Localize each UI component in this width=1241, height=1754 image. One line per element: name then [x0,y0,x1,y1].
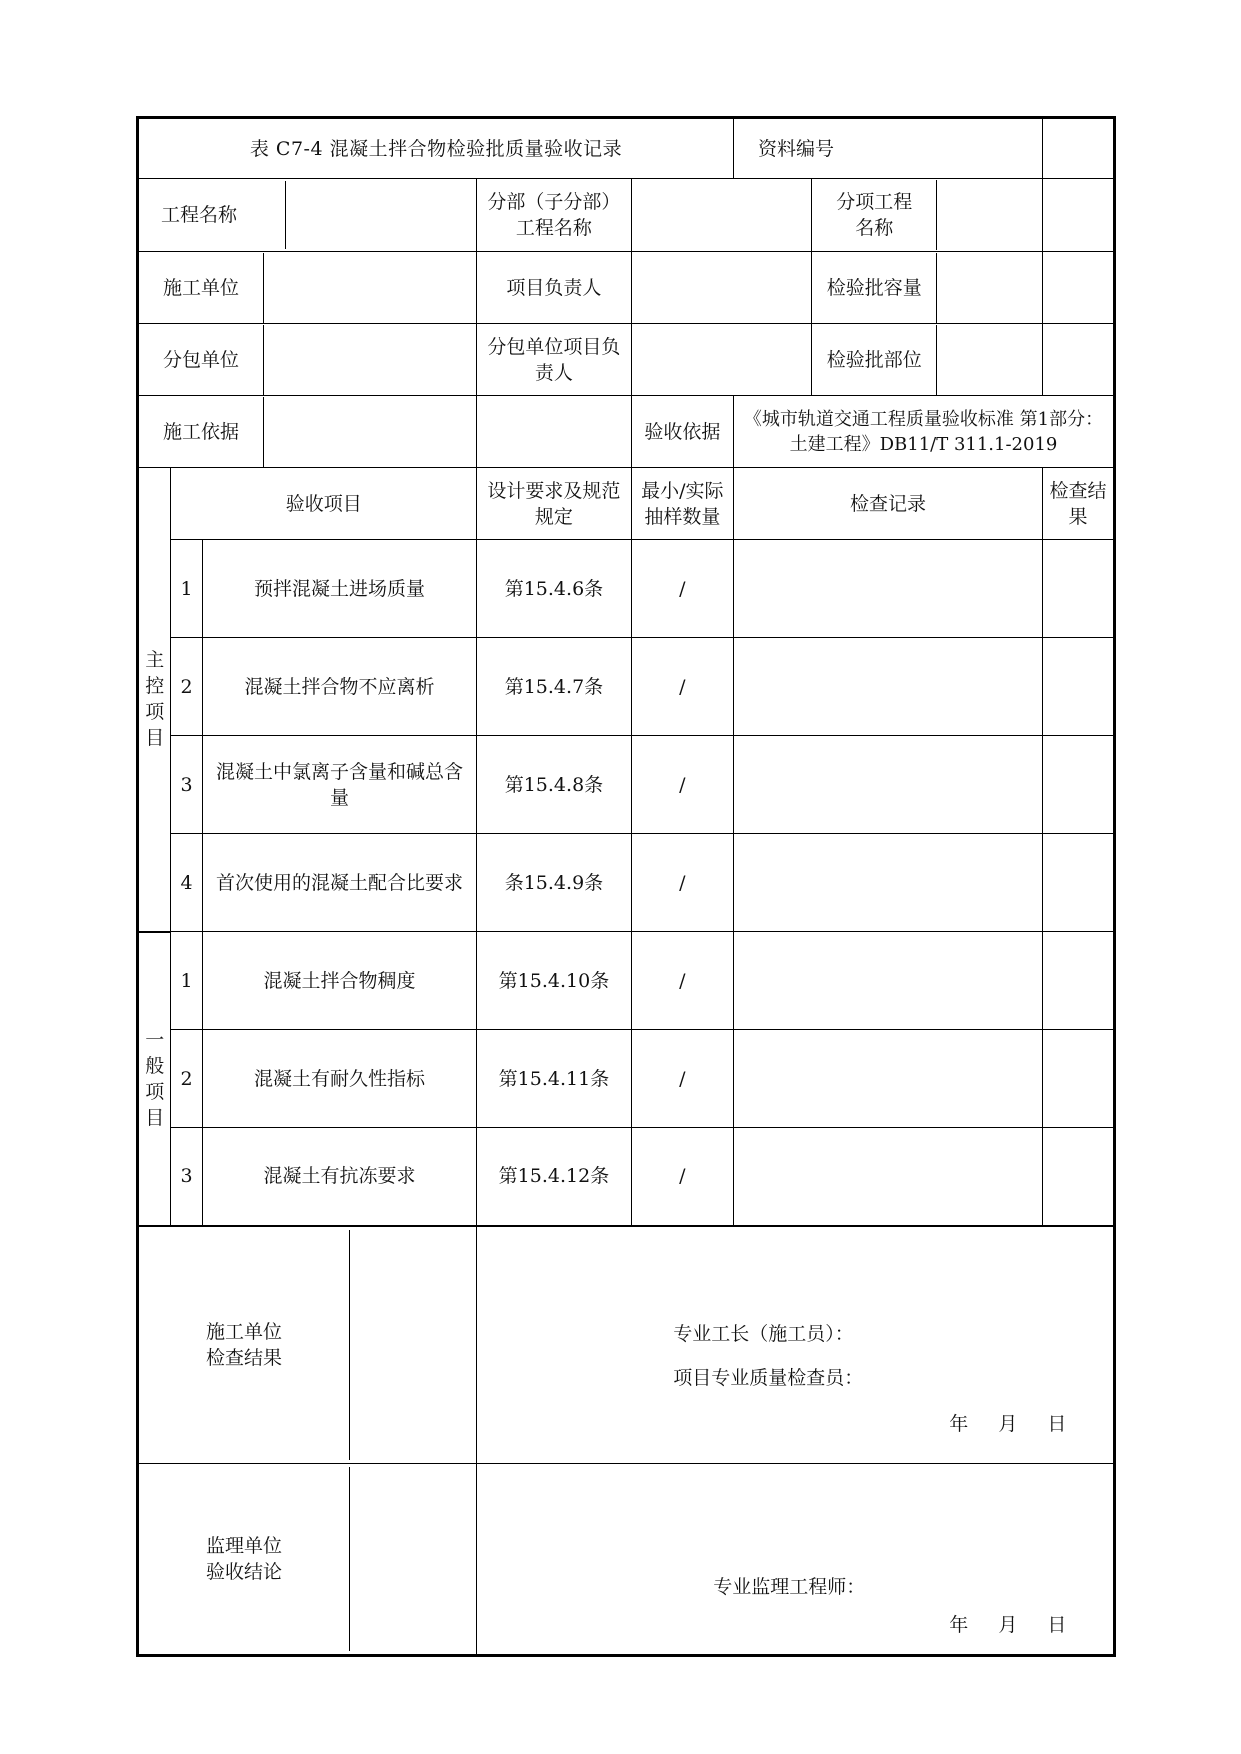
supervisor-date [949,1612,1066,1638]
project-name-label-text: 工程名称 [161,204,238,226]
row-clause: 条15.4.9条 [477,834,631,932]
subdivision-value[interactable] [631,179,812,252]
row-clause: 第15.4.8条 [477,736,631,834]
date-month: 月 [998,1613,1018,1636]
contractor-label: 施工单位 [162,276,239,299]
row-record[interactable] [733,1128,1042,1226]
subitem-label: 分项工程名称 [836,191,913,239]
row-no: 1 [171,540,202,638]
date-day: 日 [1047,1412,1067,1435]
row-result[interactable] [1042,638,1114,736]
row-no: 1 [171,932,202,1030]
project-name-value[interactable] [285,181,472,249]
row-no: 2 [171,1030,202,1128]
table-row [138,834,1115,932]
contractor-check-row [138,1226,1115,1464]
row-sample: / [631,736,733,834]
supervisor-check-label: 监理单位验收结论 [205,1534,282,1583]
supervisor-signature-area[interactable] [477,1463,1115,1655]
construction-basis-value[interactable] [477,396,631,468]
main-items-group-text: 主控项目 [145,649,165,750]
row-no: 3 [171,1128,202,1226]
doc-no-label: 资料编号 [733,118,1042,179]
main-items-group-label [138,468,171,932]
table-row [138,540,1115,638]
row-sample: / [631,638,733,736]
row-sample: / [631,1030,733,1128]
row-record[interactable] [733,834,1042,932]
supervisor-check-row [138,1463,1115,1655]
row-result[interactable] [1042,1030,1114,1128]
row-record[interactable] [733,932,1042,1030]
batch-location-value[interactable] [1042,324,1114,396]
table-row [138,638,1115,736]
general-items-group-label [138,932,171,1226]
batch-capacity-label: 检验批容量 [826,276,922,299]
col-record: 检查记录 [733,468,1042,540]
row-result[interactable] [1042,834,1114,932]
row-clause: 第15.4.11条 [477,1030,631,1128]
row-name: 首次使用的混凝土配合比要求 [202,834,477,932]
row-record[interactable] [733,736,1042,834]
foreman-label: 专业工长（施工员）： [673,1322,854,1345]
row-result[interactable] [1042,932,1114,1030]
row-no: 3 [171,736,202,834]
subitem-value[interactable] [1042,179,1114,252]
contractor-date [949,1411,1066,1437]
date-day: 日 [1047,1613,1067,1636]
row-clause: 第15.4.10条 [477,932,631,1030]
date-month: 月 [998,1412,1018,1435]
row-record[interactable] [733,1030,1042,1128]
contractor-value[interactable] [263,253,476,323]
batch-capacity-value[interactable] [1042,252,1114,324]
row-result[interactable] [1042,1128,1114,1226]
acceptance-basis-label: 验收依据 [631,396,733,468]
date-year: 年 [949,1613,969,1636]
sub-manager-value[interactable] [631,324,812,396]
row-no: 2 [171,638,202,736]
row-record[interactable] [733,638,1042,736]
row-no: 4 [171,834,202,932]
batch-location-label: 检验批部位 [826,348,922,371]
table-row [138,1128,1115,1226]
row-sample: / [631,540,733,638]
subdivision-label: 分部（子分部）工程名称 [477,179,631,252]
row-result[interactable] [1042,736,1114,834]
row-sample: / [631,834,733,932]
row-clause: 第15.4.7条 [477,638,631,736]
row-result[interactable] [1042,540,1114,638]
supervising-engineer-label: 专业监理工程师： [713,1575,866,1598]
quality-inspector-label: 项目专业质量检查员： [673,1366,864,1389]
project-manager-label: 项目负责人 [477,252,631,324]
general-items-group-text: 一般项目 [145,1028,165,1129]
contractor-check-label: 施工单位检查结果 [205,1320,282,1369]
construction-basis-label: 施工依据 [162,420,239,443]
row-name: 混凝土拌合物稠度 [202,932,477,1030]
row-name: 混凝土拌合物不应离析 [202,638,477,736]
form-title: 表 C7-4 混凝土拌合物检验批质量验收记录 [138,118,734,179]
subcontractor-label: 分包单位 [162,348,239,371]
subcontractor-value[interactable] [263,325,476,395]
col-sample: 最小/实际抽样数量 [631,468,733,540]
row-clause: 第15.4.12条 [477,1128,631,1226]
acceptance-basis-value: 《城市轨道交通工程质量验收标准 第1部分：土建工程》DB11/T 311.1-2019 [733,396,1114,468]
row-name: 预拌混凝土进场质量 [202,540,477,638]
row-name: 混凝土有耐久性指标 [202,1030,477,1128]
row-sample: / [631,932,733,1030]
row-sample: / [631,1128,733,1226]
table-row [138,736,1115,834]
doc-no-value[interactable] [1042,118,1114,179]
contractor-signature-area[interactable] [477,1226,1115,1464]
col-result: 检查结果 [1042,468,1114,540]
inspection-form-table [136,116,1116,1657]
row-clause: 第15.4.6条 [477,540,631,638]
project-manager-value[interactable] [631,252,812,324]
table-row [138,1030,1115,1128]
col-design: 设计要求及规范规定 [477,468,631,540]
sub-manager-label: 分包单位项目负责人 [477,324,631,396]
row-record[interactable] [733,540,1042,638]
date-year: 年 [949,1412,969,1435]
col-item: 验收项目 [171,468,477,540]
table-row [138,932,1115,1030]
row-name: 混凝土中氯离子含量和碱总含量 [202,736,477,834]
row-name: 混凝土有抗冻要求 [202,1128,477,1226]
project-name-label [138,179,477,252]
